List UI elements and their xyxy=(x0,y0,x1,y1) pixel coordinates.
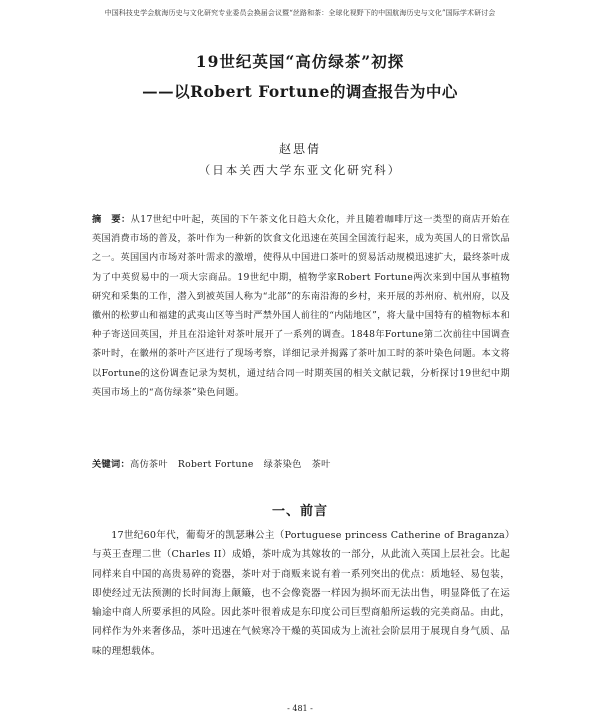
abstract-text: 从17世纪中叶起，英国的下午茶文化日趋大众化，并且随着咖啡厅这一类型的商店开始在英国消费市场的普及，茶叶作为一种新的饮食文化迅速在英国全国流行起来，成为英国人的日常饮品之一。英国国内市场对茶叶需求的激增，使得从中国进口茶叶的贸易活动规模迅速扩大，最终茶叶成为了中英贸易中的一项大宗商品。19世纪中期，植物学家Robert Fortune两次来到中国从事植物研究和采集的工作，潜入到被英国人称为“北部”的东南沿海的乡村，来开展的苏州府、杭州府，以及徽州的松萝山和福建的武夷山区等当时严禁外国人前往的“内陆地区”，将大量中国特有的植物标本和种子寄送回英国，并且在沿途针对茶叶展开了一系列的调查。1848年Fortune第二次前往中国调查茶叶时，在徽州的茶叶产区进行了现场考察，详细记录并揭露了茶叶加工时的茶叶染色问题。本文将以Fortune的这份调查记录为契机，通过结合同一时期英国的相关文献记载，分析探讨19世纪中期英国市场上的“高仿绿茶”染色问题。 xyxy=(92,214,510,398)
keyword-item: 绿茶染色 xyxy=(263,459,302,470)
running-header: 中国科技史学会航海历史与文化研究专业委员会换届会议暨“丝路和茶：全球化视野下的中国航海历史与文化”国际学术研讨会 xyxy=(104,9,496,17)
keyword-item: 茶叶 xyxy=(311,459,331,470)
body-paragraph: 17世纪60年代，葡萄牙的凯瑟琳公主（Portuguese princess Catherine of Braganza）与英王查理二世（Charles II）成婚，茶叶成为其嫁妆的一部分，从此流入英国上层社会。比起同样来自中国的高贵易碎的瓷器，茶叶对于商贩来说有着一系列突出的优点：质地轻、易包装，即使经过无法预测的长时间海上颠簸，也不会像瓷器一样因为损坏而无法出售，明显降低了在运输途中商人所要承担的风险。因此茶叶很着成是东印度公司巨型商船所运载的完美商品。由此，同样作为外来奢侈品，茶叶迅速在气候寒冷干燥的英国成为上流社会阶层用于展现自身气质、品味的理想载体。 xyxy=(92,530,510,657)
body-text xyxy=(92,526,510,661)
keyword-item: Robert Fortune xyxy=(177,459,254,470)
paper-subtitle: ——以Robert Fortune的调查报告为中心 xyxy=(142,82,458,101)
author-affiliation: （日本关西大学东亚文化研究科） xyxy=(198,163,402,177)
page-number: - 481 - xyxy=(287,704,313,713)
paper-title: 19世纪英国“高仿绿茶”初探 xyxy=(195,52,405,71)
keyword-item: 高仿茶叶 xyxy=(129,459,168,470)
keywords-label: 关键词： xyxy=(92,459,130,470)
abstract xyxy=(92,210,510,402)
author-name: 赵思倩 xyxy=(278,142,321,156)
abstract-label: 摘 要： xyxy=(92,214,131,225)
keywords xyxy=(92,458,510,472)
section-heading: 一、前言 xyxy=(271,504,328,519)
